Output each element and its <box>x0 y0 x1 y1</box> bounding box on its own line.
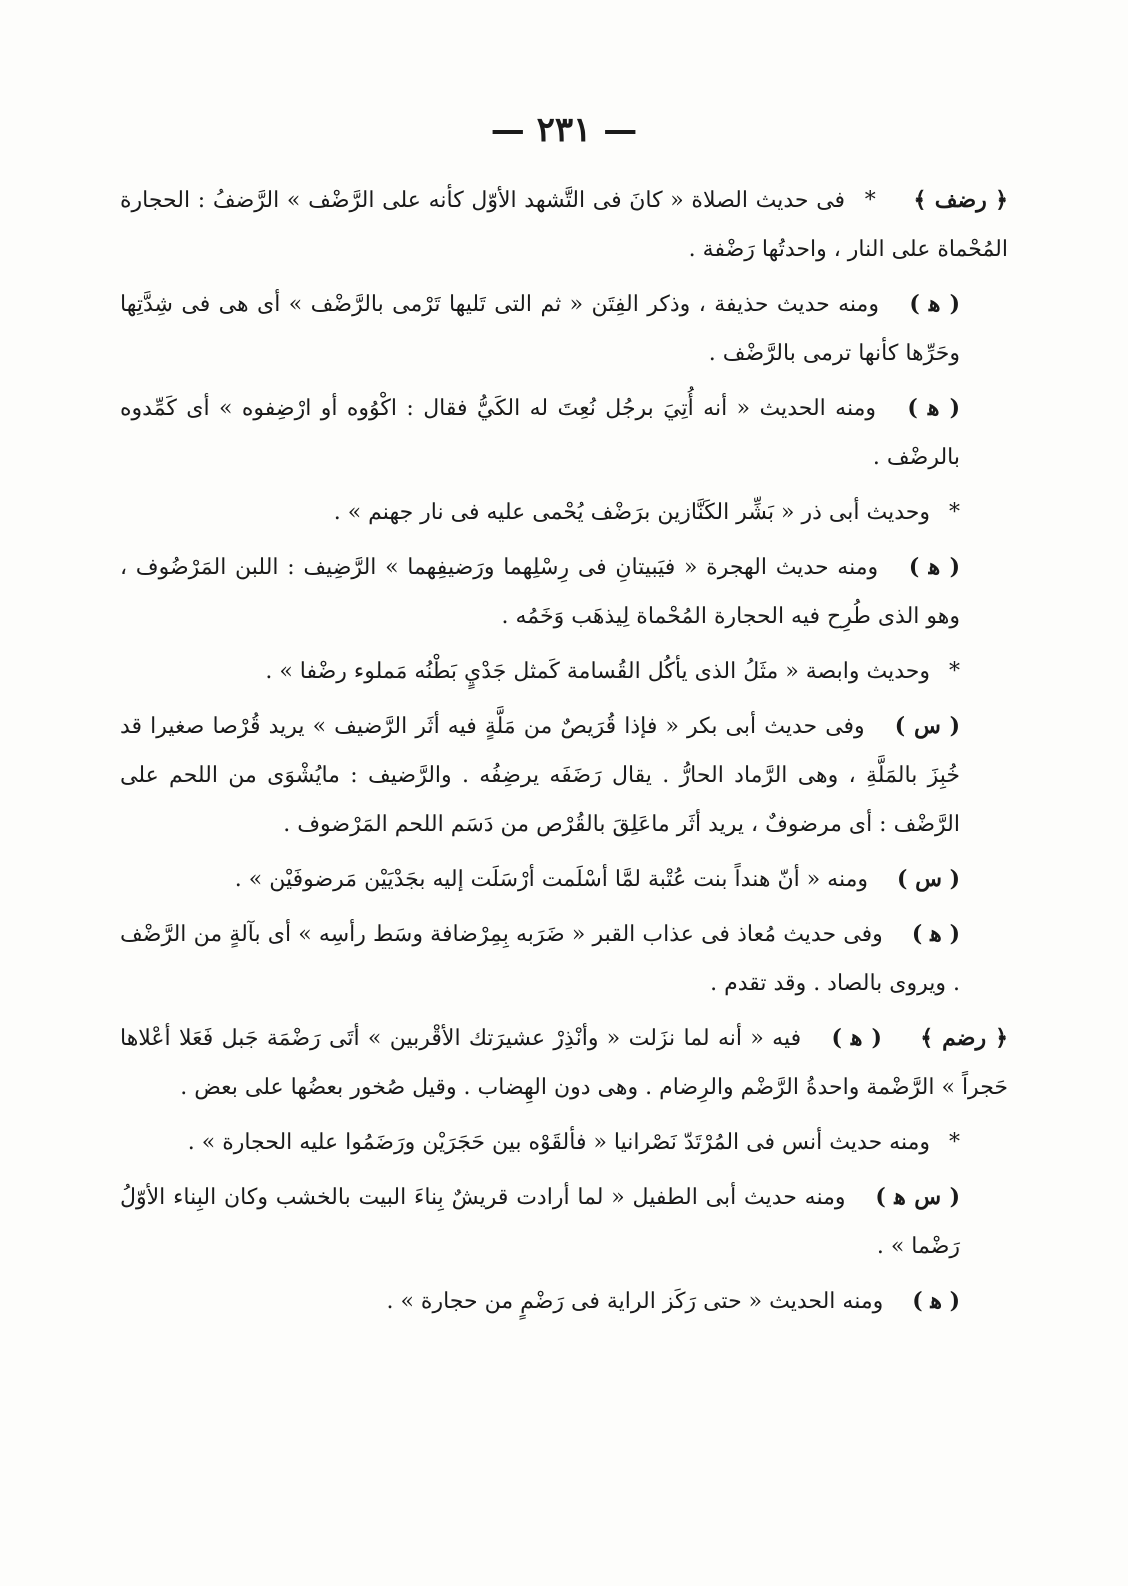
entry-paragraph <box>120 647 1008 696</box>
entry-paragraph <box>120 176 1008 274</box>
source-marker: ( ﻫ ) <box>912 1288 960 1314</box>
entry-paragraph <box>120 1173 1008 1271</box>
source-marker: ( س ) <box>894 713 960 739</box>
paragraph-text: فى حديث الصلاة « كانَ فى التَّشهد الأوّل كأنه على الرَّضْف » الرَّضفُ : الحجارة المُحْماة على النار ، واحدتُها رَضْفة . <box>120 188 1008 262</box>
star-marker: * <box>949 500 960 525</box>
paragraph-text: ومنه الحديث « حتى رَكَز الراية فى رَضْمٍ من حجارة » . <box>386 1289 884 1314</box>
paragraph-text: فيه « أنه لما نزَلت « وأنْذِرْ عشيرَتك الأقْربين » أتَى رَضْمَة جَبل فَعَلا أعْلاها حَجراً » الرَّضْمة واحدةُ الرَّضْم والرِضام . وهى دون الهِضاب . وقيل صُخور بعضُها على بعض . <box>120 1026 1008 1100</box>
entry-paragraph <box>120 1014 1008 1112</box>
entry-paragraph <box>120 1118 1008 1167</box>
source-marker: ( ﻫ ) <box>911 921 960 947</box>
entry-paragraph <box>120 384 1008 482</box>
source-marker: ( ﻫ ) <box>909 291 960 317</box>
star-marker: * <box>949 659 960 684</box>
entry-paragraph <box>120 1277 1008 1326</box>
source-marker: ( ﻫ ) <box>907 395 960 421</box>
paragraph-text: ومنه « أنّ هنداً بنت عُتْبة لمَّا أسْلَمت أرْسَلَت إليه بجَدْيَيْن مَرضوفَيْن » . <box>234 867 868 892</box>
paragraph-text: ومنه الحديث « أنه أُتِيَ برجُل نُعِتَ له الكَيُّ فقال : اكْوُوه أو ارْضِفوه » أى كَمِّدوه بالرضْف . <box>120 396 960 470</box>
paragraph-text: وفى حديث مُعاذ فى عذاب القبر « ضَرَبه بِمِرْضافة وسَط رأسِه » أى بآلةٍ من الرَّضْف . ويروى بالصاد . وقد تقدم . <box>120 922 960 996</box>
entry-heading: ﴿ رضف ﴾ <box>913 187 1009 213</box>
source-marker: ( س ) <box>897 866 960 892</box>
entry-paragraph <box>120 855 1008 904</box>
entry-paragraph <box>120 280 1008 378</box>
source-marker: ( س ﻫ ) <box>875 1184 960 1210</box>
paragraph-text: ومنه حديث أنس فى المُرْتَدّ نَصْرانيا « فألقَوْه بين حَجَرَيْن ورَضَمُوا عليه الحجارة » . <box>187 1130 930 1155</box>
entry-paragraph <box>120 488 1008 537</box>
star-marker: * <box>864 188 876 213</box>
paragraph-text: ومنه حديث أبى الطفيل « لما أرادت قريشٌ بِناءَ البيت بالخشب وكان البِناء الأوّلُ رَضْما » . <box>120 1185 960 1259</box>
source-marker: ( ﻫ ) <box>908 554 960 580</box>
paragraph-text: ومنه حديث حذيفة ، وذكر الفِتَن « ثم التى تَليها تَرْمى بالرَّضْف » أى هى فى شِدَّتِها وحَرِّها كأنها ترمى بالرَّضْف . <box>120 292 960 366</box>
paragraph-text: ومنه حديث الهجرة « فيَبيتانِ فى رِسْلِهما ورَضيفِهما » الرَّضِيف : اللبن المَرْضُوف ، وهو الذى طُرِح فيه الحجارة المُحْماة لِيذهَب وَخَمُه . <box>120 555 960 629</box>
entry-paragraph <box>120 702 1008 849</box>
entry-heading: ﴿ رضم ﴾ <box>920 1025 1008 1051</box>
entry-paragraph <box>120 910 1008 1008</box>
page-number: — ٢٣١ — <box>490 110 638 150</box>
source-marker: ( ﻫ ) <box>831 1025 882 1051</box>
paragraph-text: وحديث وابصة « مثَلُ الذى يأكُل القُسامة كَمثل جَدْيٍ بَطْنُه مَملوء رضْفا » . <box>265 659 930 684</box>
main-text <box>120 176 1008 1332</box>
entry-paragraph <box>120 543 1008 641</box>
paragraph-text: وحديث أبى ذر « بَشِّر الكَنَّازين برَضْف يُحْمى عليه فى نار جهنم » . <box>333 500 930 525</box>
paragraph-text: وفى حديث أبى بكر « فإذا قُرَيصٌ من مَلَّةٍ فيه أثَر الرَّضيف » يريد قُرْصا صغيرا قد خُبِزَ بالمَلَّةِ ، وهى الرَّماد الحارُّ . يقال رَضَفَه يرضِفُه . والرَّضيف : مايُشْوَى من اللحم على الرَّضْف : أى مرضوفٌ ، يريد أثَر ماعَلِقَ بالقُرْص من دَسَم اللحم المَرْضوف . <box>120 714 960 837</box>
star-marker: * <box>949 1130 960 1155</box>
